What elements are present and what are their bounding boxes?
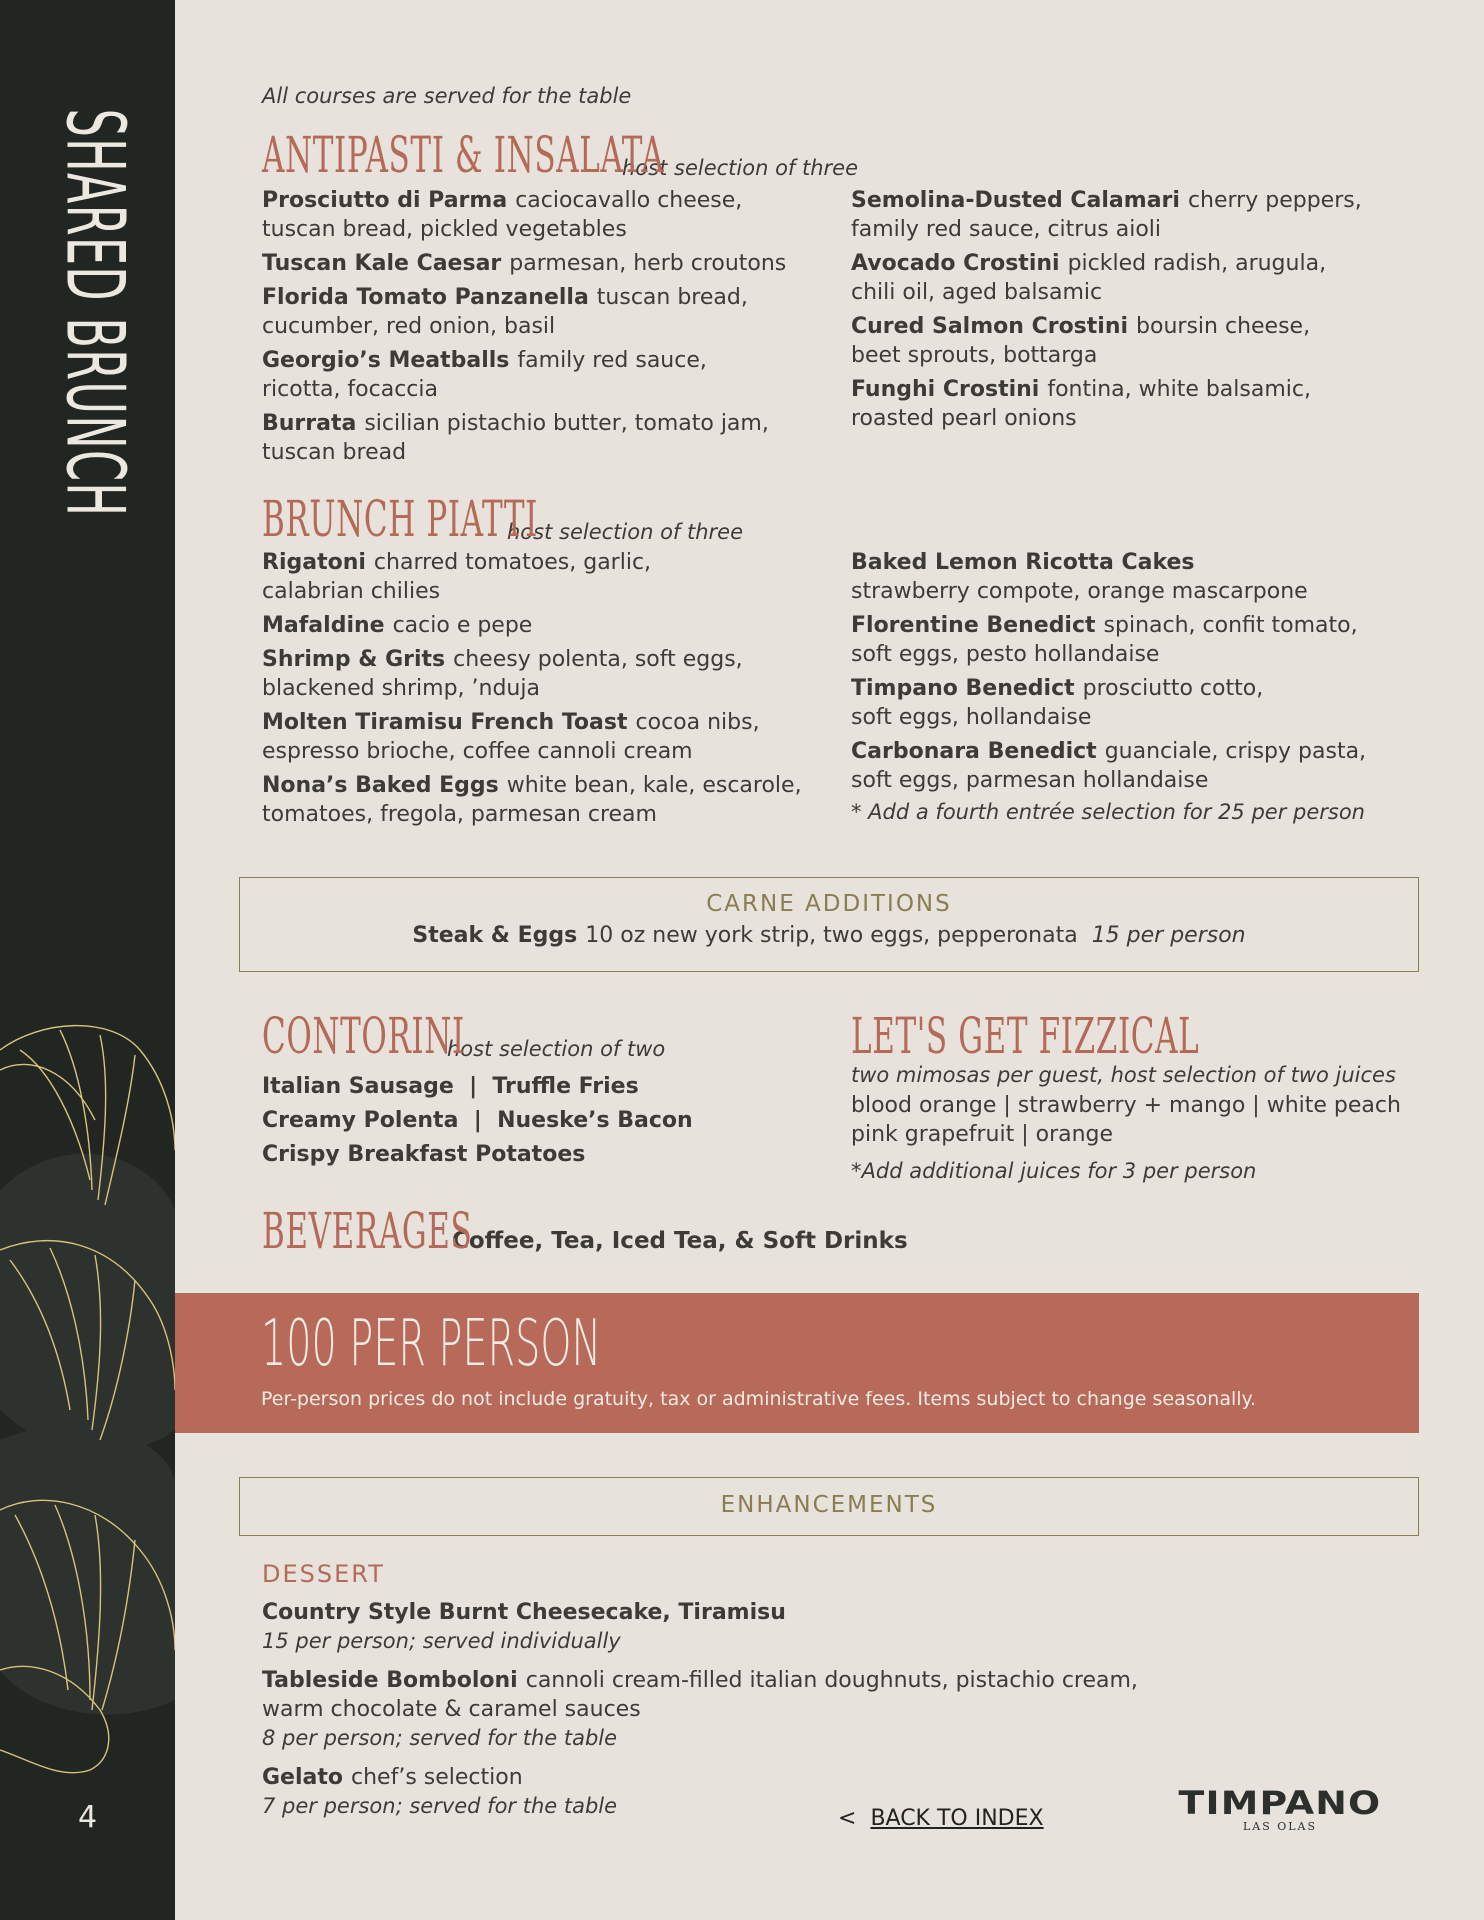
list-item: Creamy Polenta | Nueske’s Bacon [262,1108,693,1133]
fizzical-body [851,1063,1411,1183]
list-item: Italian Sausage | Truffle Fries [262,1074,639,1099]
menu-item: Tuscan Kale Caesar parmesan, herb croutons [262,251,787,276]
price-note: Per-person prices do not include gratuity, tax or administrative fees. Items subject to change seasonally. [261,1388,1257,1410]
carne-title: CARNE ADDITIONS [706,891,952,917]
menu-item: Funghi Crostini fontina, white balsamic, roasted pearl onions [851,377,1311,431]
dessert-section [262,1560,1162,1826]
logo-location: LAS OLAS [1242,1820,1318,1833]
contorini-list [262,1070,822,1172]
back-to-index-label: BACK TO INDEX [870,1806,1044,1831]
price-band [175,1293,1419,1433]
menu-item: Molten Tiramisu French Toast cocoa nibs, espresso brioche, coffee cannoli cream [262,710,760,764]
sidebar-title: SHARED BRUNCH [48,108,142,518]
menu-item: Timpano Benedict prosciutto cotto, soft eggs, hollandaise [851,676,1264,730]
dessert-item: Country Style Burnt Cheesecake, Tiramisu 15 per person; served individually [262,1600,786,1653]
antipasti-right-column [851,186,1411,438]
menu-item: Carbonara Benedict guanciale, crispy pasta, soft eggs, parmesan hollandaise [851,739,1367,793]
fizzical-heading [851,1003,1413,1065]
menu-item: Baked Lemon Ricotta Cakes strawberry compote, orange mascarpone [851,550,1308,604]
menu-item: Nona’s Baked Eggs white bean, kale, escarole, tomatoes, fregola, parmesan cream [262,773,802,827]
antipasti-title: ANTIPASTI & INSALATA [262,126,665,184]
back-arrow-icon: < [838,1806,857,1831]
dessert-title: DESSERT [262,1560,385,1588]
back-to-index-link[interactable] [838,1806,1044,1831]
menu-item: Avocado Crostini pickled radish, arugula, chili oil, aged balsamic [851,251,1327,305]
menu-item: Burrata sicilian pistachio butter, tomato jam, tuscan bread [262,411,769,465]
dessert-item: Gelato chef’s selection 7 per person; served for the table [262,1765,618,1818]
list-item: Crispy Breakfast Potatoes [262,1142,586,1167]
menu-item: Georgio’s Meatballs family red sauce, ricotta, focaccia [262,348,707,402]
antipasti-left-column [262,186,822,472]
menu-item: Rigatoni charred tomatoes, garlic, calabrian chilies [262,550,652,604]
beverages-heading [262,1198,908,1260]
carne-item: Steak & Eggs 10 oz new york strip, two eggs, pepperonata 15 per person [412,923,1246,948]
beverages-title: BEVERAGES [262,1202,473,1260]
dessert-item: Tableside Bomboloni cannoli cream-filled italian doughnuts, pistachio cream, warm chocolate & caramel sauces 8 per person; served for the table [262,1668,1138,1750]
menu-item: Cured Salmon Crostini boursin cheese, beet sprouts, bottarga [851,314,1311,368]
brunch-title: BRUNCH PIATTI [262,490,539,548]
menu-item: Semolina-Dusted Calamari cherry peppers, family red sauce, citrus aioli [851,188,1362,242]
contorini-heading [262,1003,665,1065]
menu-item: Florida Tomato Panzanella tuscan bread, cucumber, red onion, basil [262,285,748,339]
brunch-left-column [262,548,822,834]
logo-name: TIMPANO [1178,1784,1382,1822]
fizzical-title: LET'S GET FIZZICAL [851,1007,1200,1065]
brunch-heading [262,486,743,548]
brunch-note: * Add a fourth entrée selection for 25 per person [851,800,1365,824]
fizzical-subtitle: two mimosas per guest, host selection of two juices [851,1063,1396,1087]
enhancements-title: ENHANCEMENTS [720,1492,938,1518]
price-title: 100 PER PERSON [261,1307,602,1381]
menu-item: Mafaldine cacio e pepe [262,613,533,638]
beverages-desc: Coffee, Tea, Iced Tea, & Soft Drinks [452,1228,908,1254]
contorini-title: CONTORINI [262,1007,465,1065]
fizzical-note: *Add additional juices for 3 per person [851,1159,1257,1183]
brunch-right-column [851,548,1411,824]
page-number: 4 [77,1800,98,1835]
antipasti-heading [262,122,858,184]
intro-note: All courses are served for the table [262,84,632,108]
enhancements-box [239,1477,1419,1536]
juice-list: blood orange | strawberry + mango | white peach pink grapefruit | orange [851,1093,1401,1147]
timpano-logo [1165,1784,1395,1833]
menu-item: Shrimp & Grits cheesy polenta, soft eggs, blackened shrimp, ’nduja [262,647,743,701]
brunch-subtitle: host selection of three [507,520,744,544]
menu-item: Prosciutto di Parma caciocavallo cheese, tuscan bread, pickled vegetables [262,188,743,242]
contorini-subtitle: host selection of two [447,1037,666,1061]
carne-box [239,877,1419,972]
antipasti-subtitle: host selection of three [622,156,859,180]
menu-item: Florentine Benedict spinach, confit tomato, soft eggs, pesto hollandaise [851,613,1358,667]
